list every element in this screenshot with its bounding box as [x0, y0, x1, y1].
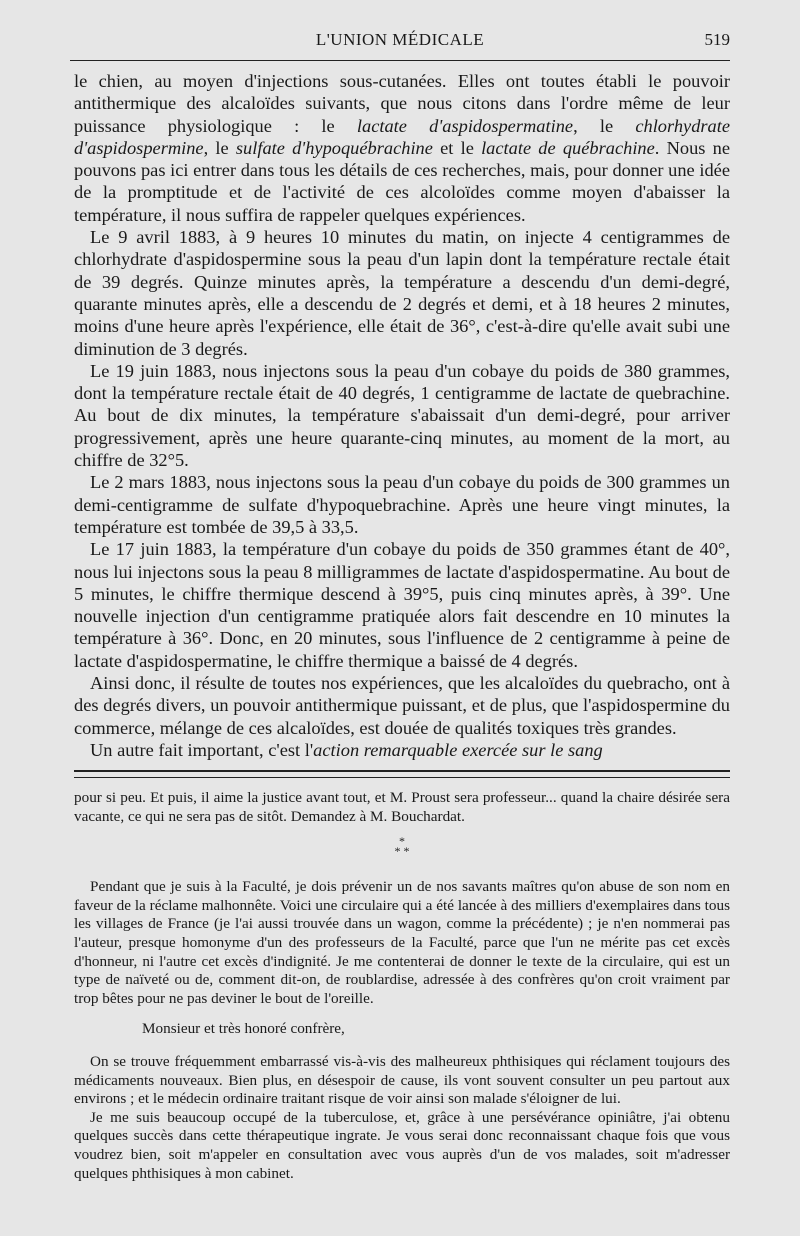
- note-paragraph: pour si peu. Et puis, il aime la justice avant tout, et M. Proust sera professeur... quand la chaire désirée sera vacante, ce qui ne sera pas de sitôt. Demandez à M. Bouchardat.: [74, 789, 730, 825]
- italic-term: lactate de québrachine: [481, 137, 655, 158]
- paragraph-experiment-3: Le 2 mars 1883, nous injectons sous la peau d'un cobaye du poids de 300 grammes un demi-centigramme de sulfate d'hypoquebrachine. Après une heure vingt minutes, la température est tombée de 39,5 à 33,5.: [74, 472, 730, 537]
- paragraph-experiment-4: Le 17 juin 1883, la température d'un cobaye du poids de 350 grammes étant de 40°, nous lui injectons sous la peau 8 milligrammes de lactate d'aspidospermatine. Au bout de 5 minutes, le chiffre thermique descend à 39°5, puis cinq minutes après, à 39°. Une nouvelle injection d'un centigramme pratiquée alors fait descendre en 10 minutes la température à 36°. Donc, en 20 minutes, sous l'influence de 2 centigramme à peine de lactate d'aspidospermatine, le chiffre thermique a baissé de 4 degrés.: [74, 539, 730, 671]
- text-run: . Nous ne pouvons pas ici entrer dans tous les détails de ces recherches, mais, pour donner une idée de la promptitude et de l'activité de ces alcoloïdes comme moyen d'abaisser la température, il nous suffira de rappeler quelques expériences.: [74, 137, 730, 225]
- italic-term: chlorhydrate d'aspidospermine: [74, 115, 731, 158]
- letter-salutation: Monsieur et très honoré confrère,: [142, 1020, 345, 1038]
- main-text: [74, 70, 730, 761]
- paragraph-another-fact: [74, 739, 730, 761]
- text-run: et le: [432, 137, 482, 158]
- paragraph-experiment-2: Le 19 juin 1883, nous injectons sous la peau d'un cobaye du poids de 380 grammes, dont la température rectale était de 40 degrés, 1 centigramme de lactate de quebrachine. Au bout de dix minutes, la température s'abaissait d'un demi-degré, pour arriver progressivement, après une heure quarante-cinq minutes, au moment de la mort, au chiffre de 32°5.: [74, 360, 730, 471]
- letter-paragraph: Je me suis beaucoup occupé de la tuberculose, et, grâce à une persévérance opiniâtre, j'ai obtenu quelques succès dans cette thérapeutique ingrate. Je vous serai donc reconnaissant chaque fois que vous voudrez bien, soit m'appeler en consultation avec vous auprès d'un de vos malades, soit m'adresser quelques phthisiques à mon cabinet.: [74, 1108, 730, 1182]
- paragraph-continuation: [74, 70, 730, 226]
- running-title: L'UNION MÉDICALE: [315, 30, 485, 49]
- text-run: , le: [573, 115, 636, 136]
- italic-term: sulfate d'hypoquébrachine: [235, 137, 433, 158]
- asterism: [74, 834, 730, 859]
- section-separator: [74, 770, 730, 778]
- page-header: [70, 28, 730, 62]
- asterism-bottom: * *: [394, 844, 410, 859]
- paragraph-conclusion: Ainsi donc, il résulte de toutes nos expériences, que les alcaloïdes du quebracho, ont à des degrés divers, un pouvoir antithermique puissant, et de plus, que l'aspidospermine du commerce, mélange de ces alcaloïdes, est douée de qualités toxiques très grandes.: [74, 673, 730, 738]
- italic-term: action remarquable exercée sur le sang: [313, 739, 603, 760]
- page-number: 519: [704, 30, 730, 49]
- italic-term: lactate d'aspidospermatine: [356, 115, 574, 136]
- paragraph-experiment-1: Le 9 avril 1883, à 9 heures 10 minutes du matin, on injecte 4 centigrammes de chlorhydrate d'aspidospermine sous la peau d'un lapin dont la température rectale était de 39 degrés. Quinze minutes après, la température a descendu d'un demi-degré, quarante minutes après, elle a descendu de 2 degrés et demi, et à 18 heures 2 minutes, moins d'une heure après l'expérience, elle était de 36°, c'est-à-dire qu'elle avait subi une diminution de 3 degrés.: [74, 227, 730, 359]
- note-paragraph: Pendant que je suis à la Faculté, je dois prévenir un de nos savants maîtres qu'on abuse de son nom en faveur de la réclame malhonnête. Voici une circulaire qui a été lancée à des milliers d'exemplaires dans tous les villages de France (je l'ai aussi trouvée dans un wagon, comme la précédente) ; je n'en nommerai pas l'auteur, presque homonyme d'un des professeurs de la Faculté, parce que l'un ne mérite pas cet excès d'honneur, ni l'autre cet excès d'indignité. Je me contenterai de donner le texte de la circulaire, qui est un type de naïveté ou de, comment dit-on, de roublardise, adressée à des confrères qu'on croit vraiment par trop bêtes pour ne pas deviner le bout de l'oreille.: [74, 878, 730, 1007]
- text-run: Un autre fait important, c'est l': [90, 739, 314, 760]
- feuilleton-text: [74, 789, 730, 1183]
- header-rule: [70, 60, 730, 61]
- text-run: le chien, au moyen d'injections sous-cutanées. Elles ont toutes établi le pouvoir antithermique des alcaloïdes suivants, que nous citons dans l'ordre même de leur puissance physiologique : le: [74, 71, 730, 136]
- letter-paragraph: On se trouve fréquemment embarrassé vis-à-vis des malheureux phthisiques qui réclament toujours des médicaments nouveaux. Bien plus, en désespoir de cause, ils vont souvent consulter un peu partout aux environs ; et le médecin ordinaire traitant risque de voir ainsi son malade s'éloigner de lui.: [74, 1052, 730, 1108]
- text-run: , le: [203, 137, 236, 158]
- asterism-top: *: [399, 834, 405, 849]
